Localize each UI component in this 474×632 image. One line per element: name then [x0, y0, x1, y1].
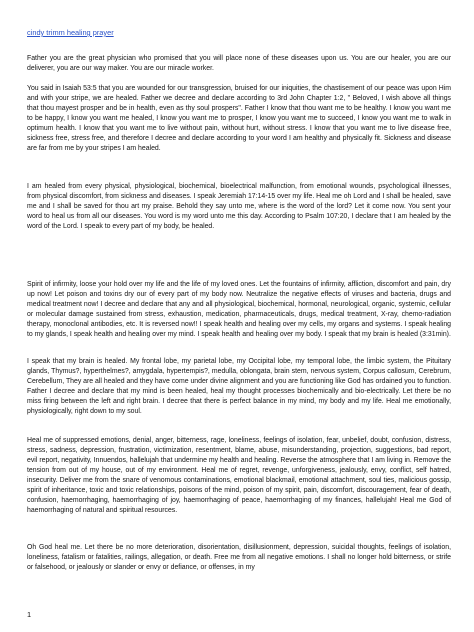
- paragraph-closing: Oh God heal me. Let there be no more deterioration, disorientation, disillusionment, depression, suicidal thoughts, feelings of isolation, loneliness, fatalism or fatalities, railings, allegation, or death. Free me from all negative emotions. I shall no longer hold bitterness, or strife or falsehood, or jealously or slander or envy or defiance, or offenses, in my: [27, 544, 451, 571]
- paragraph-emotions: Heal me of suppressed emotions, denial, anger, bitterness, rage, loneliness, feelings of isolation, fear, unbelief, doubt, confusion, distress, stress, sadness, depression, frustration, victimization, resentment, blame, abuse, misunderstanding, projection, suggestions, bad report, evil report, negativity, Innuendos, hallelujah that undermine my health and healing. Reverse the atmosphere that I am living in. Remove the tension from out of my house, out of my environment. Heal me of regret, revenge, unforgiveness, jealously, envy, conflict, self hatred, insecurity. Deliver me from the snare of venomous contaminations, emotional blackmail, emotional attachment, soul ties, malicious gossip, spirit of inheritance, toxic and toxic relationships, poisons of the mind, poison of my spirit, pain, discomfort, discouragement, fear of death, confusion, haemorrhaging, haemorrhaging of joy, haemorrhaging of peace, haemorrhaging of my finances, hallelujah! Heal me God of haemorrhaging of natural and spiritual resources.: [27, 437, 451, 514]
- paragraph-infirmity: Spirit of infirmity, loose your hold over my life and the life of my loved ones. Let the fountains of infirmity, affliction, discomfort and pain, dry up now! Let poison and toxins dry our of every part of my body now. Neutralize the negative effects of viruses and bacteria, drugs and medical treatment now! I decree and declare that any and all physiological, biochemical, hormonal, neurological, organic, systemic, cellular or molecular damage sustained from stress, exhaustion, medication, pharmaceuticals, drugs, medical treatment, X-ray, chemo-radiation therapy, monoclonal antibodies, etc. It is reversed now!! I speak health and healing over my cells, my organs and systems. I speak healing to my glands, I speak health and healing over my mind. I speak health and healing over my body. I speak that my brain is healed (3:31min).: [27, 281, 451, 338]
- paragraph-healed: I am healed from every physical, physiological, biochemical, bioelectrical malfunction, from emotional wounds, psychological illnesses, from physical discomfort, from sickness and diseases. I speak Jeremiah 17:14-15 over my life. Heal me oh Lord and I shall be healed, save me and I shall be saved for thou art my praise. Behold they say unto me, where is the word of the lord? Let it come now. You sent your word to heal us from all our diseases. You word is my word unto me this day. According to Psalm 107:20, I declare that I am healed by the word of the Lord. I speak to every part of my body, be healed.: [27, 183, 451, 230]
- page-number: 1: [27, 610, 32, 619]
- paragraph-opening: Father you are the great physician who promised that you will place none of these diseases upon us. You are our healer, you are our deliverer, you are our way maker. You are our miracle worker.: [27, 55, 451, 72]
- paragraph-brain: I speak that my brain is healed. My frontal lobe, my parietal lobe, my Occipital lobe, my temporal lobe, the limbic system, the Pituitary glands, Thymus?, hyperthelmes?, amygdala, hypertempis?, medulla, oblongata, brain stem, nervous system, Corpus callosum, Cerebrum, Cerebellum, They are all healed and they have come under divine alignment and you are functioning like God has ordained you to function. Father I decree and declare that my mind is been healed, heal my thought processes biochemically and bio-electrically. Let there be no miss firing between the left and right brain. I decree that there is perfect balance in my mind, my body and my life. Heal me emotionally, physiologically, right down to my soul.: [27, 358, 451, 415]
- title-link[interactable]: cindy trimm healing prayer: [27, 28, 114, 37]
- paragraph-isaiah: You said in Isaiah 53:5 that you are wounded for our transgression, bruised for our iniquities, the chastisement of our peace was upon Him and with your stripe, we are healed. Father we decree and declare according to 3rd John Chapter 1:2, " Beloved, I wish above all things that thou mayest prosper and be in health, even as thy soul prospers". Father I know that thou want me to be healthy. I know you want me to be happy, I know you want me healed, I know you want me to prosper, I know you want me to succeed, I know you want me to walk in optimum health. I know that you want me to live without pain, without hurt, without stress. I know that you want me to live disease free, sickness free, stress free, and therefore I decree and declare according to your word I am healthy and physically fit. Sickness and disease are far from me by your stripes I am healed.: [27, 85, 451, 152]
